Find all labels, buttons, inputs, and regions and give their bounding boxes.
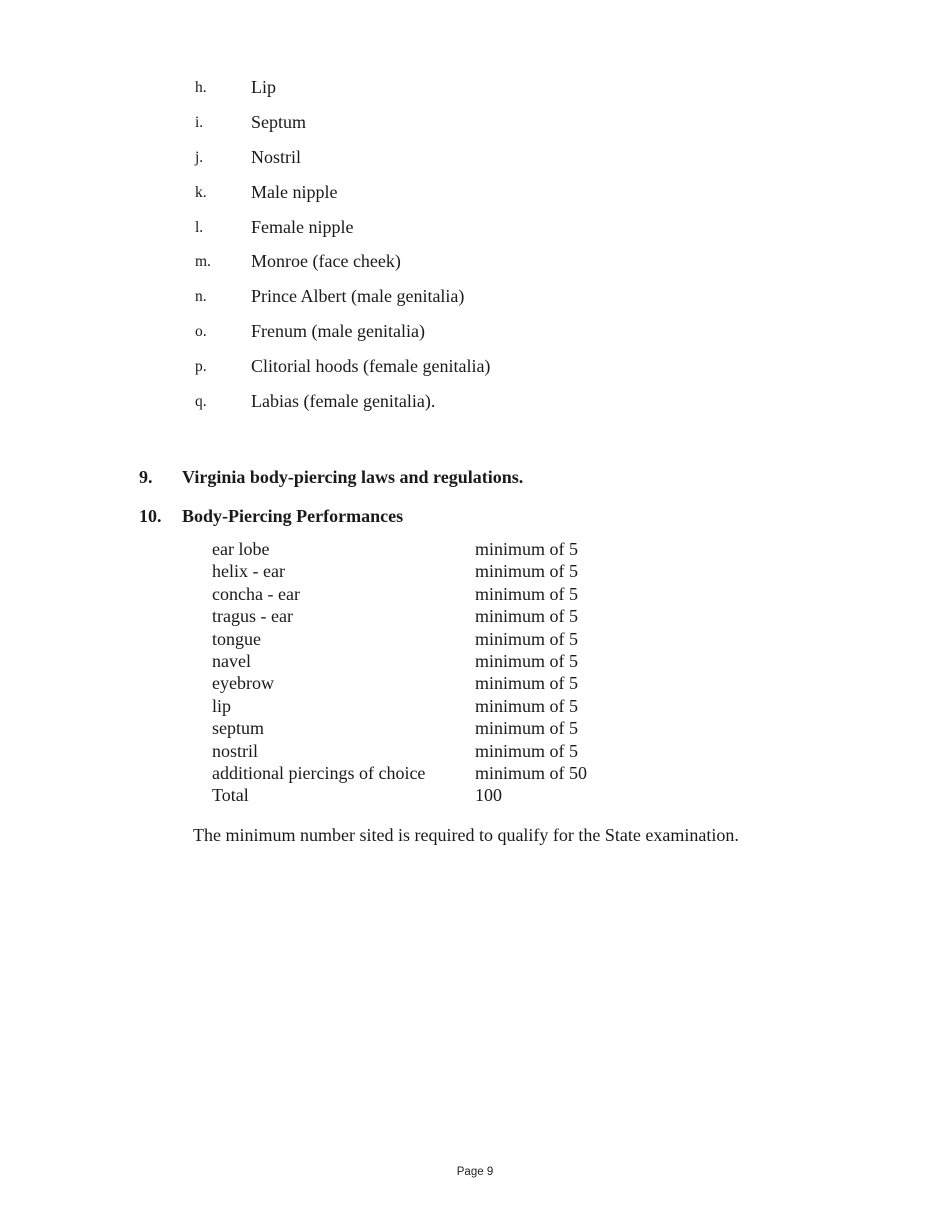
page-number: Page 9: [456, 1166, 494, 1178]
list-item-text: Lip: [251, 77, 276, 97]
list-marker: o.: [195, 323, 207, 341]
table-row: [212, 561, 632, 583]
list-marker: j.: [195, 148, 204, 166]
piercing-requirement: minimum of 5: [475, 718, 578, 739]
piercing-type: lip: [212, 695, 232, 716]
list-marker: m.: [195, 253, 211, 271]
section-title: Virginia body-piercing laws and regulations.: [182, 467, 524, 487]
section-title: Body-Piercing Performances: [182, 506, 404, 526]
list-item-text: Labias (female genitalia).: [251, 391, 436, 412]
section-number: 9.: [139, 467, 153, 487]
list-item-text: Prince Albert (male genitalia): [251, 286, 465, 307]
piercing-type: navel: [212, 650, 251, 671]
table-row: [212, 673, 632, 695]
piercing-type: concha - ear: [212, 583, 300, 604]
list-item-text: Nostril: [251, 146, 302, 167]
list-item-text: Clitorial hoods (female genitalia): [251, 356, 491, 377]
list-marker: i.: [195, 113, 204, 131]
piercing-type: tragus - ear: [212, 606, 293, 627]
table-row: [212, 741, 632, 763]
piercing-requirement: minimum of 5: [475, 539, 578, 559]
table-row-total: [212, 785, 632, 807]
piercing-requirement: minimum of 5: [475, 628, 578, 649]
piercing-type: nostril: [212, 740, 259, 761]
list-item-text: Female nipple: [251, 216, 354, 237]
piercing-requirement: minimum of 5: [475, 606, 578, 627]
piercing-requirement: minimum of 5: [475, 583, 578, 604]
piercing-requirement: minimum of 5: [475, 650, 578, 671]
list-item-text: Septum: [251, 111, 307, 132]
table-row: [212, 539, 632, 561]
list-marker: h.: [195, 79, 207, 96]
list-marker: k.: [195, 183, 207, 201]
piercing-type: eyebrow: [212, 673, 274, 694]
list-marker: q.: [195, 393, 207, 411]
piercing-type: ear lobe: [212, 539, 270, 559]
list-marker: l.: [195, 218, 204, 236]
qualification-note: The minimum number sited is required to qualify for the State examination.: [193, 825, 739, 845]
performance-table: [212, 539, 632, 808]
piercing-type: septum: [212, 718, 264, 739]
piercing-type: additional piercings of choice: [212, 762, 426, 783]
total-value: 100: [475, 785, 502, 806]
piercing-type: tongue: [212, 628, 261, 649]
piercing-type: helix - ear: [212, 561, 285, 582]
table-row: [212, 606, 632, 628]
table-row: [212, 629, 632, 651]
list-marker: n.: [195, 288, 207, 306]
piercing-requirement: minimum of 5: [475, 673, 578, 694]
list-item-text: Monroe (face cheek): [251, 251, 401, 272]
piercing-requirement: minimum of 5: [475, 740, 578, 761]
list-item-text: Frenum (male genitalia): [251, 321, 425, 342]
piercing-requirement: minimum of 5: [475, 561, 578, 582]
list-marker: p.: [195, 358, 207, 376]
piercing-requirement: minimum of 50: [475, 762, 587, 783]
table-row: [212, 584, 632, 606]
section-number: 10.: [139, 506, 162, 526]
list-item-text: Male nipple: [251, 181, 338, 202]
table-row: [212, 763, 632, 785]
table-row: [212, 651, 632, 673]
piercing-requirement: minimum of 5: [475, 695, 578, 716]
total-label: Total: [212, 785, 249, 806]
table-row: [212, 718, 632, 740]
table-row: [212, 696, 632, 718]
